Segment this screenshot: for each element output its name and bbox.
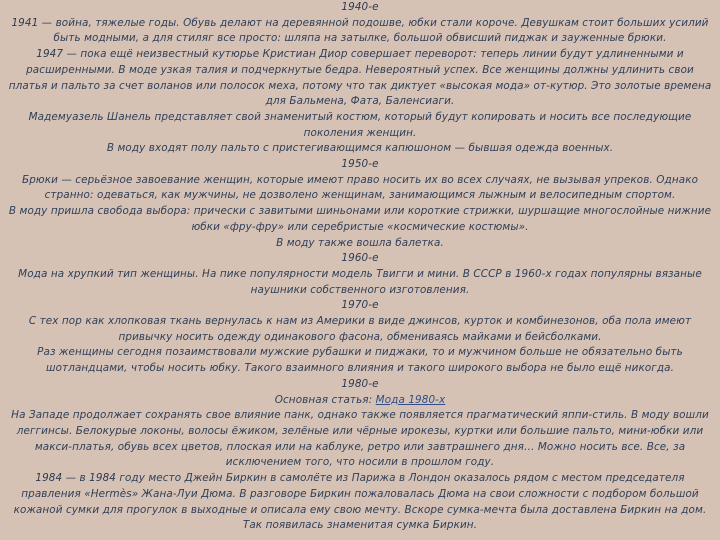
text-1941: — война, тяжелые годы. Обувь делают на деревянной подошве, юбки стали короче. Девушкам стоит больших усилий быть модными, а для стиляг все просто: шляпа на затылке, большой обвисший пиджак и зауженные брюки. [38, 16, 709, 45]
text-1947: — пока ещё неизвестный кутюрье Кристиан Диор совершает переворот: теперь линии будут удлиненными и расширенными. В моде узкая талия и подчеркнутые бедра. Невероятный успех. Все женщины должны удлинить свои платья и пальто за счет воланов или полосок меха, потому что так диктует «высокая мода» от-кутюр. Это золотые времена для Бальмена, Фата, Баленсиаги. [8, 48, 712, 108]
paragraph-punk-yuppie: На Западе продолжает сохранять свое влияние панк, однако также появляется прагматический яппи-стиль. В моду вошли леггинсы. Белокурые локоны, волосы ёжиком, зелёные или чёрные ирокезы, куртки или большие пальто, мини-юбки или макси-платья, обувь всех цветов, плоская или на каблуке, ретро или завтрашнего дня… Можно носить все. Все, за исключением того, что носили в прошлом году. [11, 409, 709, 469]
paragraph-birkin [6, 471, 714, 534]
paragraph-military-coat: В моду входят полу пальто с пристегивающимся капюшоном — бывшая одежда военных. [106, 142, 614, 155]
paragraph-denim: С тех пор как хлопковая ткань вернулась к нам из Америки в виде джинсов, курток и комбинезонов, оба пола имеют привычку носить одежду одинакового фасона, обмениваясь майками и бейсболками. [28, 315, 692, 343]
year-1984-a: 1984 [35, 472, 63, 485]
main-article-line [6, 393, 714, 409]
paragraph-1947 [6, 47, 714, 110]
paragraph-1941 [6, 16, 714, 47]
year-1941: 1941 [11, 16, 39, 29]
heading-1950s: 1950-е [341, 158, 379, 171]
paragraph-shirts-skirts: Раз женщины сегодня позаимствовали мужские рубашки и пиджаки, то и мужчином больше не обязательно быть шотландцами, чтобы носить юбку. Такого взаимного влияния и такого широкого выбора не было ещё никогда. [37, 346, 683, 375]
year-1984-b: 1984 [89, 472, 116, 485]
paragraph-trousers: Брюки — серьёзное завоевание женщин, которые имеют право носить их во всех случаях, не вызывая упреков. Однако странно: одеваться, как мужчины, не дозволено женщинам, занимающимся лыжным и велосипедным спортом. [21, 173, 699, 202]
paragraph-chanel: Мадемуазель Шанель представляет свой знаменитый костюм, который будут копировать и носить все последующие поколения женщин. [28, 110, 692, 139]
main-article-link[interactable]: Мода 1980-х [375, 393, 446, 406]
heading-1980s: 1980-е [341, 377, 379, 390]
paragraph-ballet-flat: В моду также вошла балетка. [276, 236, 444, 249]
year-1947: 1947 [36, 48, 64, 61]
main-article-prefix: Основная статья: [274, 393, 376, 406]
paragraph-freedom-choice: В моду пришла свобода выбора: прически с завитыми шиньонами или короткие стрижки, шуршащие многослойные нижние юбки «фру-фру» или серебристые «космические костюмы». [8, 205, 712, 233]
text-1984-mid: — в [62, 472, 90, 485]
document-page [6, 0, 714, 534]
paragraph-twiggy: Мода на хрупкий тип женщины. На пике популярности модель Твигги и мини. В СССР в 1960-х годах популярны вязаные наушники собственного изготовления. [18, 267, 702, 296]
text-birkin: году место Джейн Биркин в самолёте из Парижа в Лондон оказалось рядом с местом председателя правления «Hermès» Жана-Луи Дюма. В разговоре Биркин пожаловалась Дюма на свои сложности с подбором большой кожаной сумки для прогулок в выходные и описала ему свою мечту. Вскоре сумка-мечта была доставлена Биркин на дом. Так появилась знаменитая сумка Биркин. [13, 472, 707, 532]
heading-1960s: 1960-е [341, 252, 379, 265]
heading-1970s: 1970-е [341, 299, 379, 312]
heading-1940s: 1940-е [341, 1, 379, 13]
